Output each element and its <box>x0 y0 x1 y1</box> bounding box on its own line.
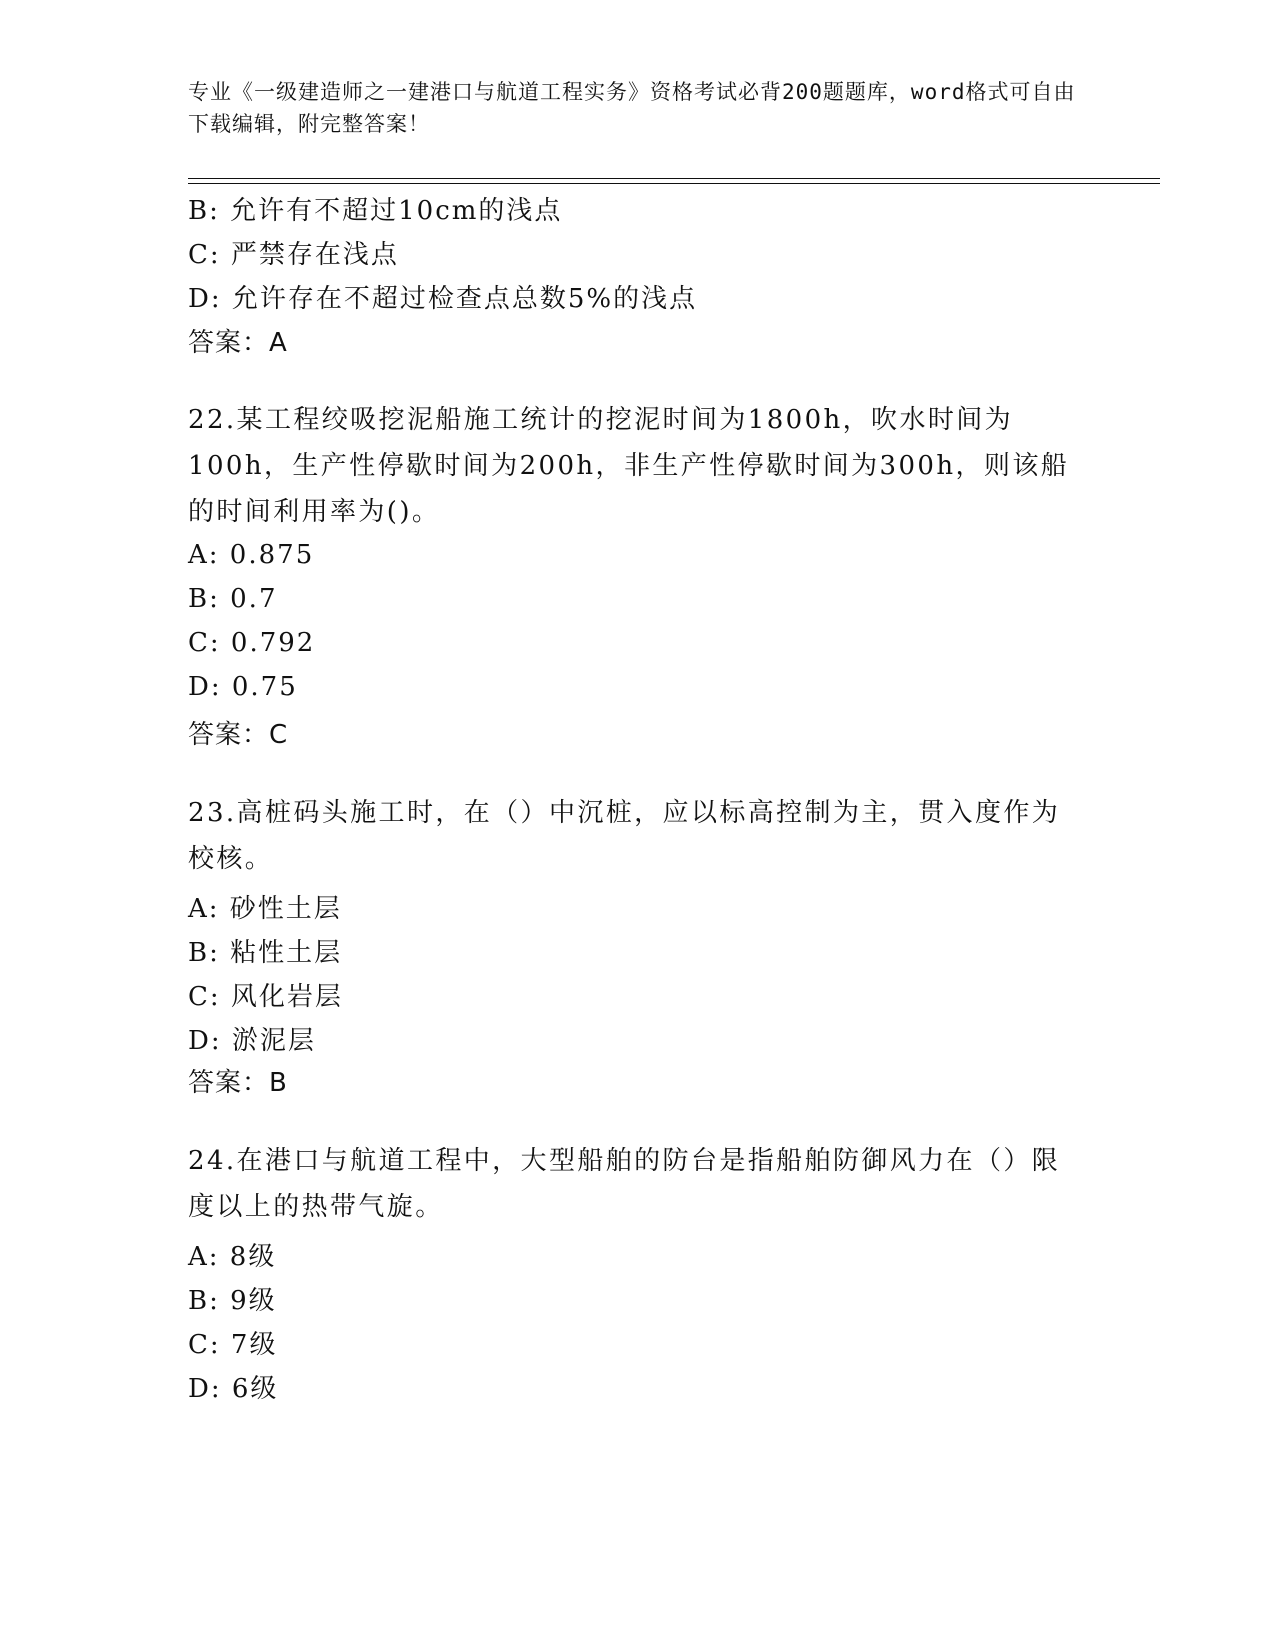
q24-stem: 24.在港口与航道工程中，大型船舶的防台是指船舶防御风力在（）限度以上的热带气旋。 <box>188 1146 1061 1222</box>
q22-stem: 22.某工程绞吸挖泥船施工统计的挖泥时间为1800h，吹水时间为100h，生产性停歇时间为200h，非生产性停歇时间为300h，则该船的时间利用率为()。 <box>188 405 1070 527</box>
q22-option-a: A: 0.875 <box>188 540 315 570</box>
header-divider-top <box>188 178 1160 179</box>
prev-option-b: B: 允许有不超过10cm的浅点 <box>188 196 563 226</box>
q22-option-b: B: 0.7 <box>188 584 278 614</box>
header-divider-bottom <box>188 183 1160 184</box>
q24-option-b: B: 9级 <box>188 1286 277 1316</box>
q24-option-c: C: 7级 <box>188 1330 278 1360</box>
q24-option-a: A: 8级 <box>188 1242 277 1272</box>
prev-option-c: C: 严禁存在浅点 <box>188 240 399 270</box>
q23-answer: 答案：B <box>188 1068 288 1098</box>
q23-option-b: B: 粘性土层 <box>188 938 343 968</box>
q24-option-d: D: 6级 <box>188 1374 279 1404</box>
q22-option-d: D: 0.75 <box>188 672 298 702</box>
q23-option-c: C: 风化岩层 <box>188 982 343 1012</box>
q23-stem: 23.高桩码头施工时，在（）中沉桩，应以标高控制为主，贯入度作为校核。 <box>188 798 1061 874</box>
prev-answer: 答案：A <box>188 328 288 358</box>
document-header: 专业《一级建造师之一建港口与航道工程实务》资格考试必背200题题库，word格式可自由下载编辑，附完整答案！ <box>188 80 1076 136</box>
q22-answer: 答案：C <box>188 720 289 750</box>
q22-option-c: C: 0.792 <box>188 628 316 658</box>
q23-option-a: A: 砂性土层 <box>188 894 342 924</box>
prev-option-d: D: 允许存在不超过检查点总数5%的浅点 <box>188 284 698 314</box>
q23-option-d: D: 淤泥层 <box>188 1026 316 1056</box>
